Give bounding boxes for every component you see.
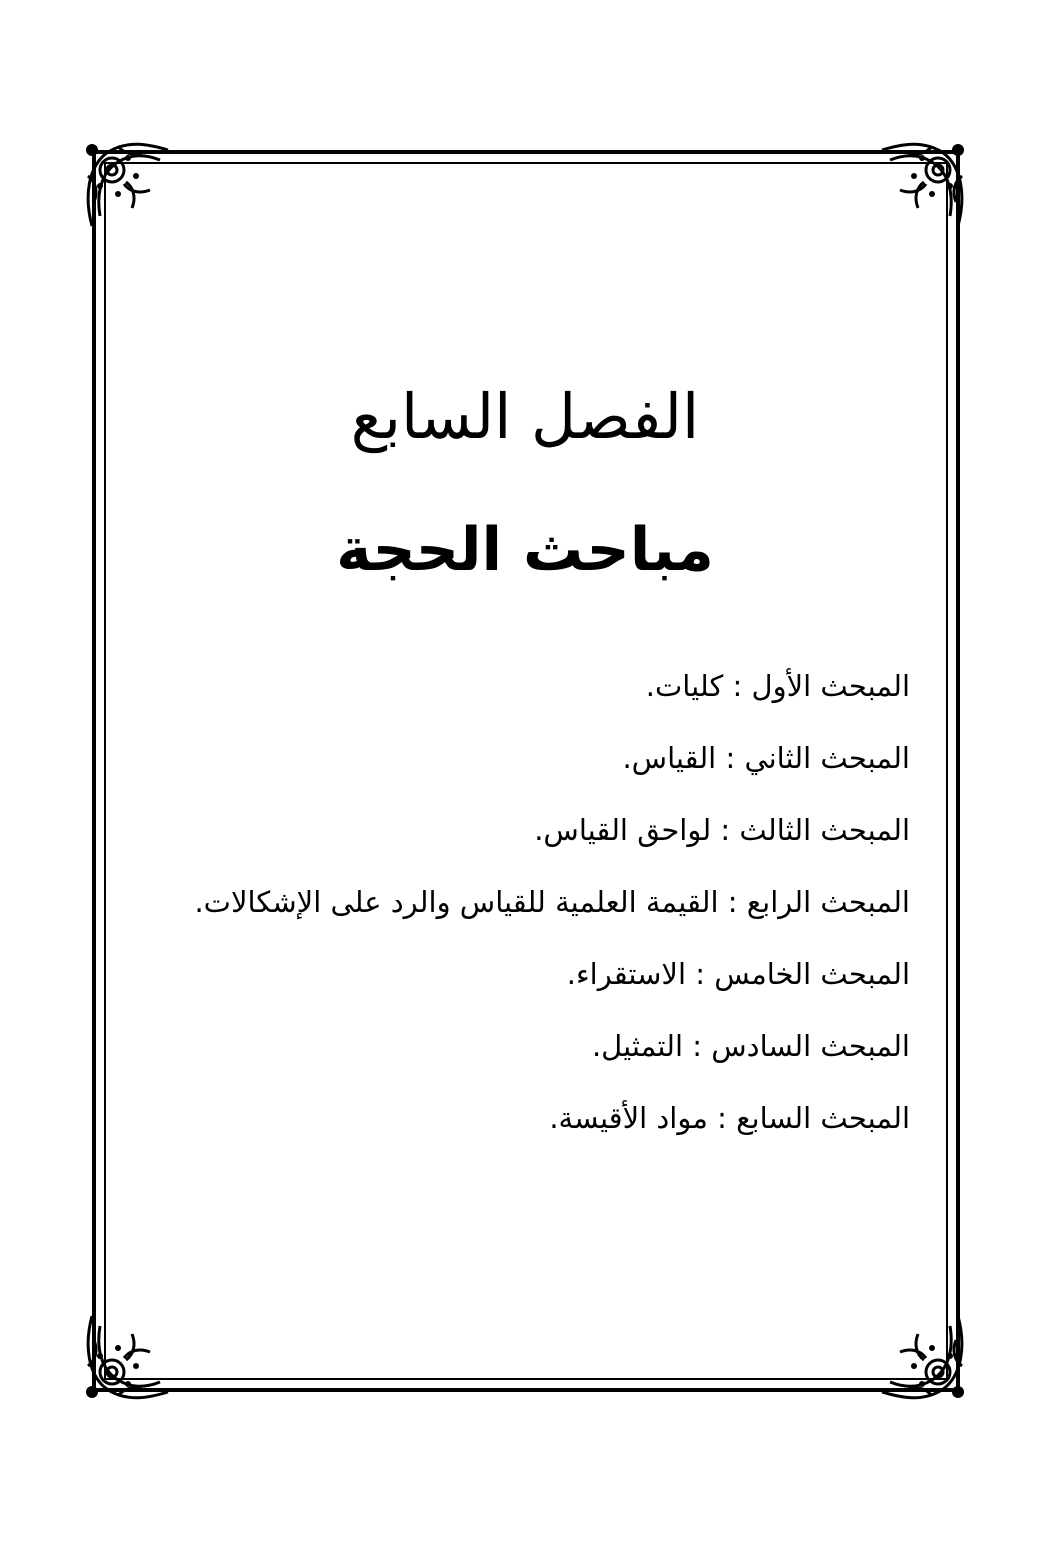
section-item-3: المبحث الثالث : لواحق القياس. [534, 813, 910, 847]
corner-ornament-bottom-left [78, 1310, 174, 1406]
corner-ornament-top-left [78, 136, 174, 232]
section-item-6: المبحث السادس : التمثيل. [591, 1029, 910, 1063]
chapter-title: الفصل السابع [350, 379, 700, 453]
section-item-5: المبحث الخامس : الاستقراء. [566, 957, 910, 991]
section-list [110, 650, 910, 1154]
section-item-1: المبحث الأول : كليات. [645, 669, 910, 703]
corner-ornament-top-right [876, 136, 972, 232]
section-item-2: المبحث الثاني : القياس. [622, 741, 910, 775]
section-item-4: المبحث الرابع : القيمة العلمية للقياس والرد على الإشكالات. [194, 885, 910, 919]
chapter-subtitle: مباحث الحجة [336, 514, 714, 585]
section-item-7: المبحث السابع : مواد الأقيسة. [549, 1101, 910, 1135]
corner-ornament-bottom-right [876, 1310, 972, 1406]
